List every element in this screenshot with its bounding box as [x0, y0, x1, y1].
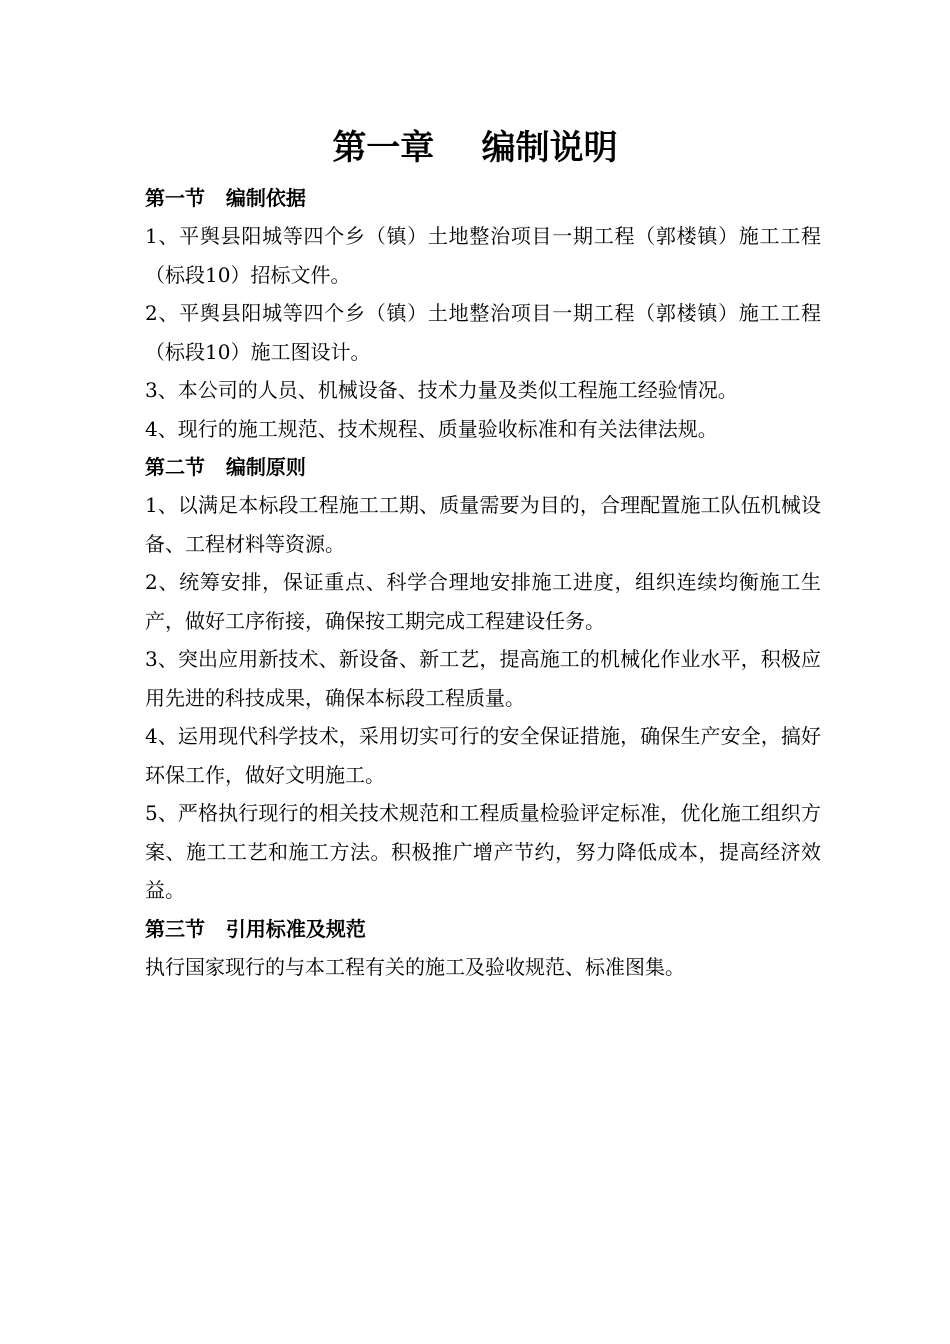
section-basis: [145, 179, 821, 448]
section-heading: 第二节 编制原则: [145, 455, 306, 479]
paragraph: 3、本公司的人员、机械设备、技术力量及类似工程施工经验情况。: [145, 378, 738, 402]
paragraph: 4、运用现代科学技术，采用切实可行的安全保证措施，确保生产安全，搞好环保工作，做好文明施工。: [145, 724, 821, 787]
paragraph: 2、平舆县阳城等四个乡（镇）土地整治项目一期工程（郭楼镇）施工工程（标段10）施工图设计。: [145, 301, 821, 364]
section-standards: [145, 910, 821, 987]
document-body: [145, 179, 821, 986]
paragraph: 5、严格执行现行的相关技术规范和工程质量检验评定标准，优化施工组织方案、施工工艺和施工方法。积极推广增产节约，努力降低成本，提高经济效益。: [145, 801, 821, 902]
paragraph: 1、以满足本标段工程施工工期、质量需要为目的，合理配置施工队伍机械设备、工程材料等资源。: [145, 493, 821, 556]
section-heading: 第三节 引用标准及规范: [145, 916, 366, 941]
paragraph: 1、平舆县阳城等四个乡（镇）土地整治项目一期工程（郭楼镇）施工工程（标段10）招标文件。: [145, 224, 821, 287]
paragraph: 3、突出应用新技术、新设备、新工艺，提高施工的机械化作业水平，积极应用先进的科技成果，确保本标段工程质量。: [145, 647, 821, 710]
section-heading: 第一节 编制依据: [145, 186, 306, 210]
section-principles: [145, 448, 821, 910]
paragraph: 2、统筹安排，保证重点、科学合理地安排施工进度，组织连续均衡施工生产，做好工序衔接，确保按工期完成工程建设任务。: [145, 570, 821, 633]
paragraph: 执行国家现行的与本工程有关的施工及验收规范、标准图集。: [145, 954, 685, 979]
paragraph: 4、现行的施工规范、技术规程、质量验收标准和有关法律法规。: [145, 416, 718, 441]
chapter-title: 第一章 编制说明: [332, 128, 618, 168]
